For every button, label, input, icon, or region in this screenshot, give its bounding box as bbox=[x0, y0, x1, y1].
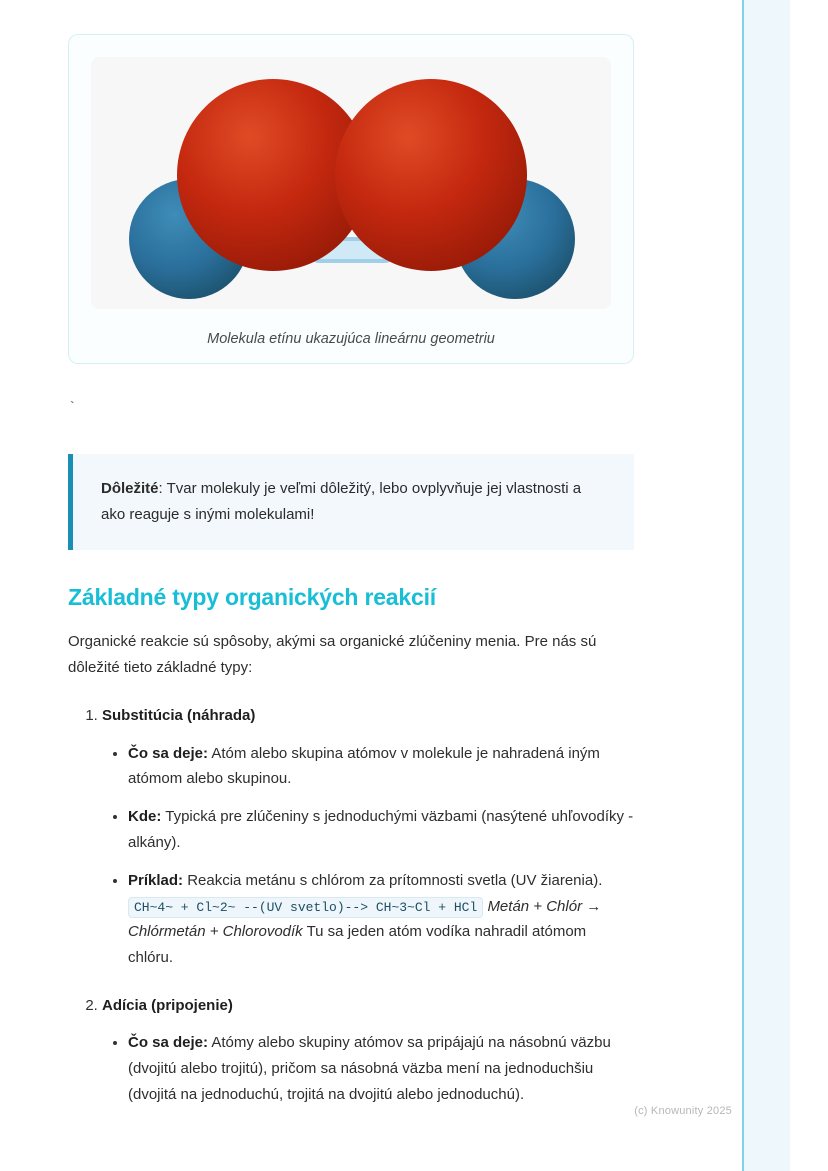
section-title: Základné typy organických reakcií bbox=[68, 583, 436, 610]
important-callout bbox=[68, 454, 634, 550]
bullet-label: Čo sa deje: bbox=[128, 1034, 209, 1052]
bullet-text: Atómy alebo skupiny atómov sa pripájajú na násobnú väzbu (dvojitú alebo trojitú), pričom sa násobná väzba mení na jednoduchšiu (dvojitá na jednoduchú, trojitá na dvojitú alebo jednoduchú). bbox=[128, 1034, 611, 1104]
list-item bbox=[128, 741, 634, 793]
reaction-translation: Metán + Chlór → Chlórmetán + Chlorovodík bbox=[128, 897, 602, 941]
reaction-equation-code: CH~4~ + Cl~2~ --(UV svetlo)--> CH~3~Cl + HCl bbox=[128, 897, 483, 918]
callout-label: Dôležité bbox=[101, 480, 159, 497]
callout-separator: : bbox=[158, 480, 167, 497]
bullet-text-after: Tu sa jeden atóm vodíka nahradil atómom chlóru. bbox=[128, 923, 587, 967]
list-item bbox=[102, 703, 634, 971]
list-item bbox=[128, 868, 634, 971]
sub-list bbox=[102, 741, 634, 971]
right-gutter bbox=[742, 0, 828, 1171]
figure-card bbox=[68, 34, 634, 364]
list-item bbox=[128, 1030, 634, 1107]
sub-list bbox=[102, 1030, 634, 1107]
bullet-text: Typická pre zlúčeniny s jednoduchými väzbami (nasýtené uhľovodíky - alkány). bbox=[128, 808, 634, 851]
bullet-label: Čo sa deje: bbox=[128, 744, 209, 762]
list-item bbox=[128, 804, 634, 856]
molecule-figure bbox=[91, 57, 611, 309]
section-intro: Organické reakcie sú spôsoby, akými sa organické zlúčeniny menia. Pre nás sú dôležité tieto základné typy: bbox=[68, 633, 597, 677]
bullet-text: Atóm alebo skupina atómov v molekule je nahradená iným atómom alebo skupinou. bbox=[128, 744, 600, 788]
document-content bbox=[68, 34, 634, 1130]
figure-caption: Molekula etínu ukazujúca lineárnu geometriu bbox=[207, 331, 495, 347]
bullet-label: Príklad: bbox=[128, 871, 184, 889]
list-item-title: Substitúcia (náhrada) bbox=[102, 707, 256, 725]
list-item bbox=[102, 993, 634, 1108]
bullet-text: Reakcia metánu s chlórom za prítomnosti svetla (UV žiarenia). bbox=[183, 871, 603, 889]
reaction-types-list bbox=[68, 703, 634, 1108]
bullet-label: Kde: bbox=[128, 808, 162, 826]
ethyne-molecule-icon bbox=[91, 57, 611, 309]
list-item-title: Adícia (pripojenie) bbox=[102, 996, 233, 1014]
callout-text: Tvar molekuly je veľmi dôležitý, lebo ovplyvňuje jej vlastnosti a ako reaguje s inými molekulami! bbox=[101, 480, 582, 523]
stray-backtick: ` bbox=[68, 400, 77, 416]
right-gutter-inner bbox=[790, 0, 828, 1171]
copyright-note: (c) Knowunity 2025 bbox=[634, 1105, 732, 1117]
